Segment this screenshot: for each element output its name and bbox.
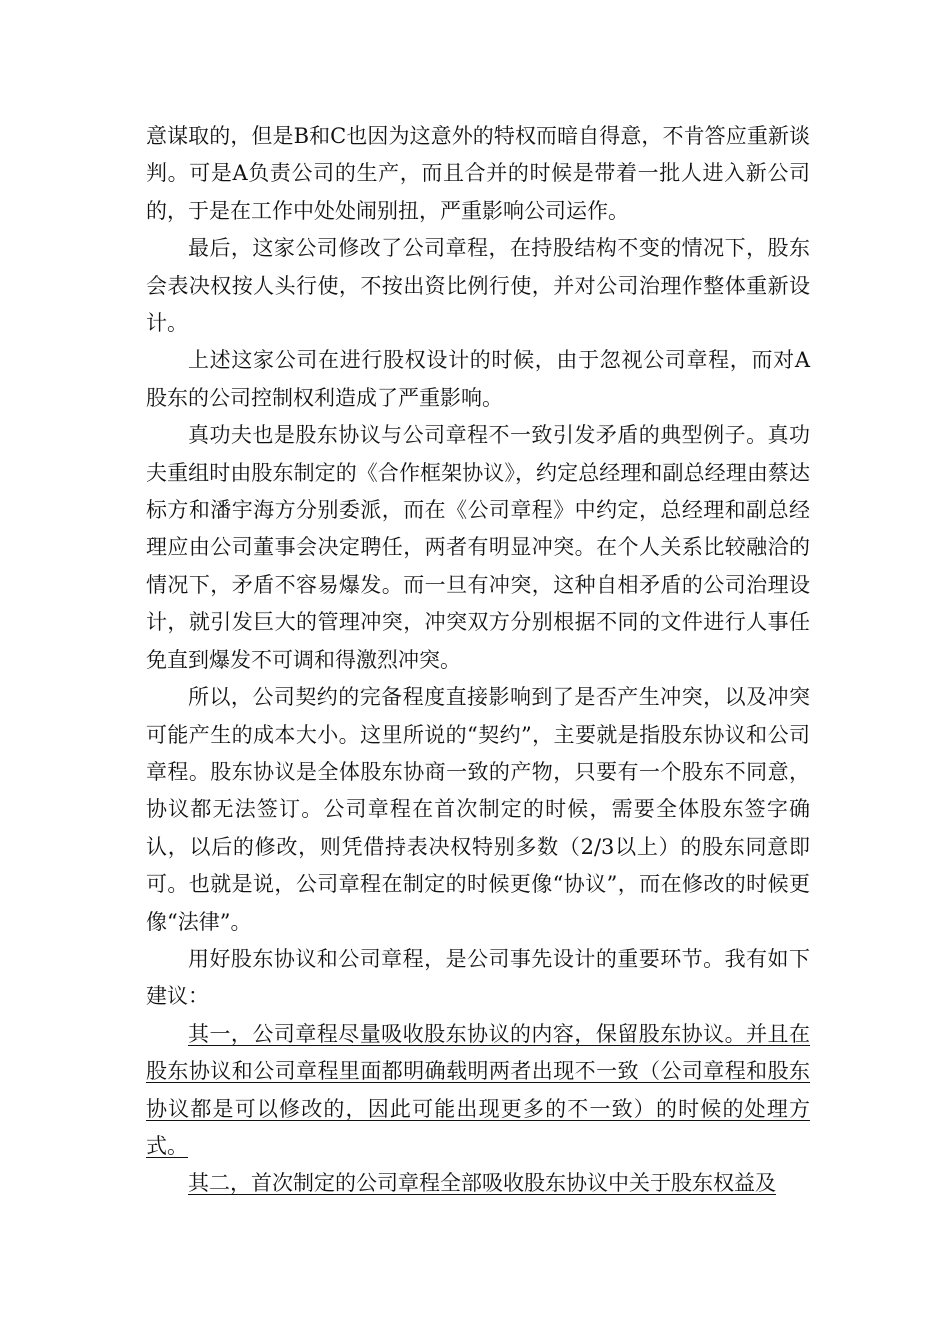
paragraph-2-text: 最后，这家公司修改了公司章程，在持股结构不变的情况下，股东会表决权按人头行使，不按出资比例行使，并对公司治理作整体重新设计。 <box>146 236 810 336</box>
paragraph-3 <box>146 342 810 417</box>
paragraph-7-suggestion-one <box>146 1016 810 1166</box>
paragraph-8-suggestion-two <box>146 1165 810 1202</box>
paragraph-6-text: 用好股东协议和公司章程，是公司事先设计的重要环节。我有如下建议： <box>146 946 810 1009</box>
paragraph-5 <box>146 679 810 941</box>
paragraph-4 <box>146 417 810 679</box>
paragraph-3-text: 上述这家公司在进行股权设计的时候，由于忽视公司章程，而对A股东的公司控制权利造成了严重影响。 <box>146 348 810 410</box>
paragraph-1-text: 意谋取的，但是B和C也因为这意外的特权而暗自得意，不肯答应重新谈判。可是A负责公司的生产，而且合并的时候是带着一批人进入新公司的，于是在工作中处处闹别扭，严重影响公司运作。 <box>146 124 810 223</box>
document-body <box>146 118 810 1203</box>
paragraph-4-text: 真功夫也是股东协议与公司章程不一致引发矛盾的典型例子。真功夫重组时由股东制定的《合作框架协议》，约定总经理和副总经理由蔡达标方和潘宇海方分别委派，而在《公司章程》中约定，总经理和副总经理应由公司董事会决定聘任，两者有明显冲突。在个人关系比较融洽的情况下，矛盾不容易爆发。而一旦有冲突，这种自相矛盾的公司治理设计，就引发巨大的管理冲突，冲突双方分别根据不同的文件进行人事任免直到爆发不可调和得激烈冲突。 <box>146 423 810 672</box>
paragraph-1 <box>146 118 810 230</box>
paragraph-7-text: 其一，公司章程尽量吸收股东协议的内容，保留股东协议。并且在股东协议和公司章程里面都明确载明两者出现不一致（公司章程和股东协议都是可以修改的，因此可能出现更多的不一致）的时候的处理方式。 <box>146 1021 810 1158</box>
paragraph-5-text: 所以，公司契约的完备程度直接影响到了是否产生冲突，以及冲突可能产生的成本大小。这里所说的“契约”，主要就是指股东协议和公司章程。股东协议是全体股东协商一致的产物，只要有一个股东不同意，协议都无法签订。公司章程在首次制定的时候，需要全体股东签字确认，以后的修改，则凭借持表决权特别多数（2/3以上）的股东同意即可。也就是说，公司章程在制定的时候更像“协议”，而在修改的时候更像“法律”。 <box>146 685 810 934</box>
paragraph-2 <box>146 230 810 342</box>
paragraph-6 <box>146 941 810 1016</box>
paragraph-8-text: 其二，首次制定的公司章程全部吸收股东协议中关于股东权益及 <box>188 1171 776 1196</box>
